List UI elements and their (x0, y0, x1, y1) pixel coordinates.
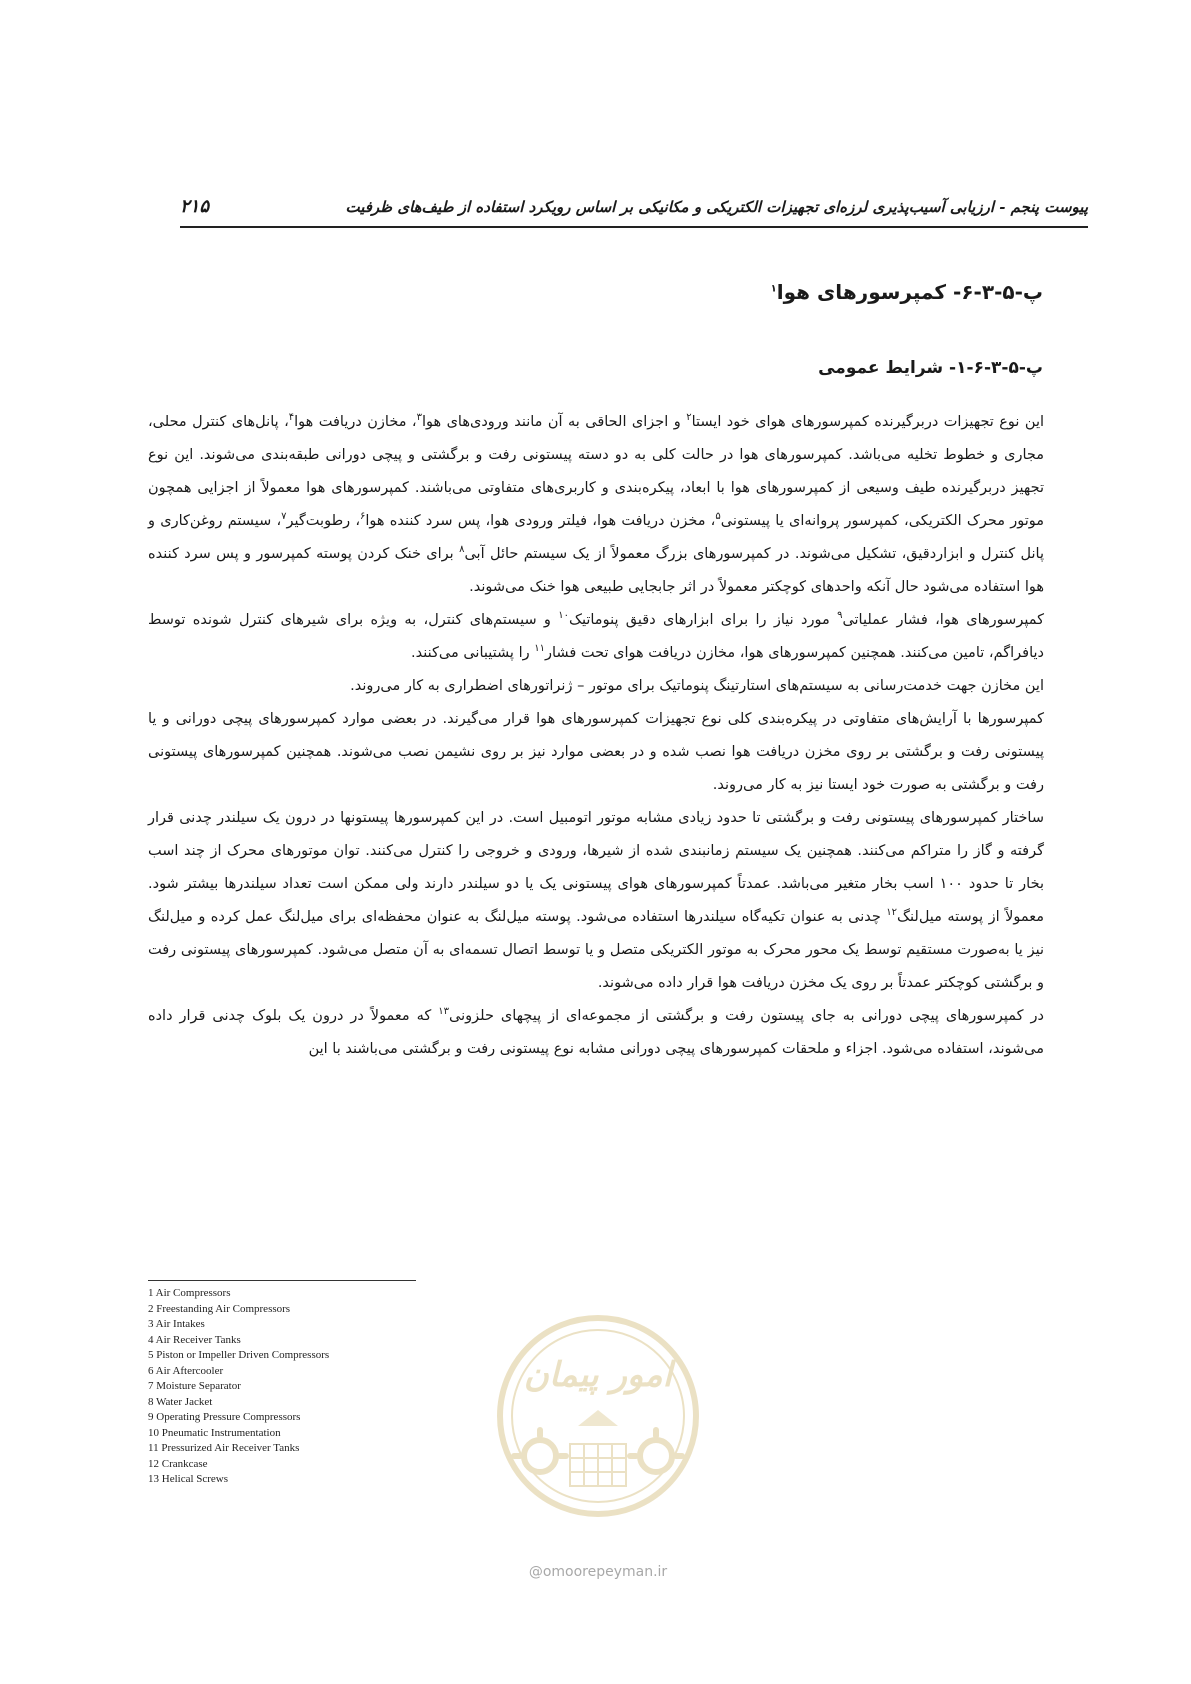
footnote-ref: ۱ (770, 283, 777, 295)
text-run: ، مخازن دریافت هوا (294, 414, 417, 430)
text-run: ، سیستم روغن‌کاری و پانل کنترل و ابزاردقیق، تشکیل می‌شوند. در کمپرسورهای بزرگ معمولاً از یک سیستم حائل آبی (148, 513, 1044, 562)
footnote-ref: ۱۰ (558, 610, 569, 622)
footnote: 9 Operating Pressure Compressors (148, 1411, 301, 1423)
footnote: 13 Helical Screws (148, 1473, 229, 1485)
footnote: 11 Pressurized Air Receiver Tanks (148, 1442, 300, 1454)
subsection-heading: پ-۵-۳-۶-۱- شرایط عمومی (818, 358, 1043, 378)
text-run: کمپرسورها با آرایش‌های متفاوتی در پیکره‌بندی کلی نوع تجهیزات کمپرسورهای هوا قرار می‌گیرند. در بعضی موارد کمپرسورهای پیچی دورانی و یا پیستونی رفت و برگشتی بر روی مخزن دریافت هوا نصب شده و در بعضی موارد نیز بر روی نشیمن نصب می‌شوند. همچنین کمپرسورهای پیستونی رفت و برگشتی به صورت خود ایستا نیز به کار می‌روند. (148, 711, 1044, 793)
text-run: مورد نیاز را برای ابزارهای دقیق پنوماتیک (569, 612, 838, 628)
footnote-ref: ۸ (459, 544, 465, 556)
footnote-ref: ۱۳ (438, 1006, 450, 1018)
footnote-ref: ۱۱ (534, 643, 545, 655)
text-run: در کمپرسورهای پیچی دورانی به جای پیستون رفت و برگشتی از مجموعه‌ای از پیچهای حلزونی (449, 1008, 1044, 1024)
paragraph (148, 406, 1044, 604)
footnote-ref: ۷ (281, 511, 287, 523)
text-run: که معمولاً در درون یک بلوک چدنی قرار داده می‌شوند، استفاده می‌شود. اجزاء و ملحقات کمپرسورهای پیچی دورانی مشابه نوع پیستونی رفت و برگشتی می‌باشند با این (148, 1008, 1044, 1057)
footnote: 8 Water Jacket (148, 1395, 213, 1408)
footnote-ref: ۹ (837, 610, 843, 622)
footnote-ref: ۵ (715, 511, 721, 523)
footnote: 1 Air Compressors (148, 1287, 231, 1299)
page-number: ۲۱۵ (180, 196, 210, 217)
paragraph (148, 802, 1044, 1000)
text-run: و سیستم‌های کنترل، به ویژه برای شیرهای کنترل شونده توسط دیافراگم، تامین می‌کنند. همچنین کمپرسورهای هوا، مخازن دریافت هوای تحت فشار (148, 612, 1044, 661)
text-run: ، پانل‌های کنترل محلی، مجاری و خطوط تخلیه می‌باشد. کمپرسورهای هوا در حالت کلی به دو دسته پیستونی رفت و برگشتی و پیچی دورانی طبقه‌بندی می‌شوند. این نوع تجهیز دربرگیرنده طیف وسیعی از کمپرسورهای هوا با ابعاد، پیکره‌بندی و کاربری‌های متفاوتی می‌باشند. کمپرسورهای هوا معمولاً از اجزایی همچون موتور محرک الکتریکی، کمپرسور پروانه‌ای یا پیستونی (148, 414, 1044, 529)
footnote: 7 Moisture Separator (148, 1380, 241, 1392)
text-run: و اجزای الحاقی به آن مانند ورودی‌های هوا (421, 414, 687, 430)
section-heading (771, 280, 1043, 304)
paragraph (148, 670, 1044, 703)
footnote-divider (148, 1280, 416, 1281)
footnote-ref: ۱۲ (886, 907, 898, 919)
paragraph (148, 604, 1044, 670)
text-run: ، رطوبت‌گیر (286, 513, 361, 529)
footnote: 12 Crankcase (148, 1457, 208, 1470)
text-run: کمپرسورهای هوا، فشار عملیاتی (842, 612, 1044, 628)
text-run: ساختار کمپرسورهای پیستونی رفت و برگشتی تا حدود زیادی مشابه موتور اتومبیل است. در این کمپرسورها پیستونها در درون یک سیلندر چدنی قرار گرفته و گاز را متراکم می‌کنند. همچنین یک سیستم زمانبندی شده از شیرها، ورودی و خروجی را کنترل می‌کنند. توان موتورهای محرک از چند اسب بخار تا حدود ۱۰۰ اسب بخار متغیر می‌باشد. عمدتاً کمپرسورهای هوای پیستونی یک یا دو سیلندر دارند ولی ممکن است تعداد سیلندرها بیشتر شود. معمولاً از پوسته میل‌لنگ (148, 810, 1044, 925)
footnote-ref: ۲ (686, 412, 692, 424)
text-run: چدنی به عنوان تکیه‌گاه سیلندرها استفاده می‌شود. پوسته میل‌لنگ به عنوان محفظه‌ای برای میل‌لنگ عمل کرده و میل‌لنگ نیز یا به‌صورت مستقیم توسط یک محور محرک به موتور الکتریکی متصل و یا توسط اتصال تسمه‌ای به آن متصل می‌شود. کمپرسورهای پیستونی رفت و برگشتی کوچکتر عمدتاً بر روی یک مخزن دریافت هوا قرار داده می‌شوند. (148, 909, 1044, 991)
text-run: برای خنک کردن پوسته کمپرسور و پس سرد کننده هوا استفاده می‌شود حال آنکه واحدهای کوچکتر معمولاً در اثر جابجایی طبیعی هوا خنک می‌شوند. (148, 546, 1044, 595)
text-run: ، مخزن دریافت هوا، فیلتر ورودی هوا، پس سرد کننده هوا (365, 513, 716, 529)
footnote: 6 Air Aftercooler (148, 1364, 224, 1377)
header-title: پیوست پنجم - ارزیابی آسیب‌پذیری لرزه‌ای تجهیزات الکتریکی و مکانیکی بر اساس رویکرد استفاده از طیف‌های ظرفیت (345, 198, 1088, 216)
footnotes (148, 1286, 508, 1488)
paragraph (148, 703, 1044, 802)
footnote: 4 Air Receiver Tanks (148, 1333, 241, 1346)
watermark-logo-text: امور پیمان (523, 1355, 673, 1395)
watermark-logo (478, 1306, 718, 1546)
footnote-ref: ۴ (288, 412, 295, 424)
footnote: 3 Air Intakes (148, 1318, 205, 1330)
text-run: را پشتیبانی می‌کنند. (411, 645, 535, 661)
watermark-url: @omoorepeyman.ir (528, 1564, 668, 1580)
text-run: این مخازن جهت خدمت‌رسانی به سیستم‌های استارتینگ پنوماتیک برای موتور – ژنراتورهای اضطراری به کار می‌روند. (350, 678, 1044, 694)
footnote-ref: ۳ (416, 412, 422, 424)
footnote: 2 Freestanding Air Compressors (148, 1302, 291, 1315)
footnote-ref: ۶ (360, 511, 366, 523)
footnote: 10 Pneumatic Instrumentation (148, 1426, 281, 1439)
running-header (180, 196, 1088, 228)
paragraph (148, 1000, 1044, 1066)
footnote: 5 Piston or Impeller Driven Compressors (148, 1349, 330, 1361)
text-run: این نوع تجهیزات دربرگیرنده کمپرسورهای هوای خود ایستا (691, 414, 1045, 430)
section-title: پ-۵-۳-۶- کمپرسورهای هوا (776, 280, 1043, 304)
body-text (148, 406, 1044, 1066)
